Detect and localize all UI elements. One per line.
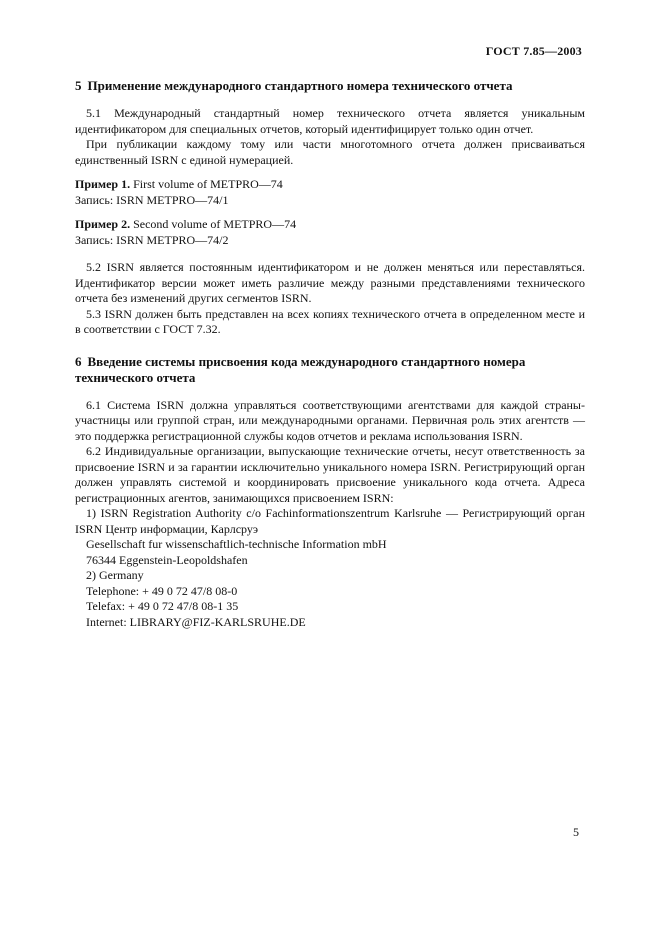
paragraph-5-2: 5.2 ISRN является постоянным идентификатором и не должен меняться или переставляться. Идентификатор версии может иметь различие между разными представлениями технического отчета без изменений других сегментов ISRN. xyxy=(75,260,585,305)
address-telephone: Telephone: + 49 0 72 47/8 08-0 xyxy=(86,583,238,598)
example-2-text: Second volume of METPRO—74 xyxy=(133,217,297,231)
paragraph-6-1: 6.1 Система ISRN должна управляться соответствующими агентствами для каждой страны-участницы или группой стран, или международными органами. Первичная роль этих агентств — это поддержка регистрационной службы кодов отчетов и реклама использования ISRN. xyxy=(75,397,585,443)
example-1 xyxy=(75,177,585,208)
agent-1: 1) ISRN Registration Authority c/o Fachinformationszentrum Karlsruhe — Регистрирующий орган ISRN Центр информации, Карлсруэ xyxy=(75,506,585,536)
document-body xyxy=(75,78,585,630)
address-line: 2) Germany xyxy=(86,568,144,582)
example-1-line xyxy=(75,177,585,193)
standard-code-header: ГОСТ 7.85—2003 xyxy=(485,44,582,58)
address-line: 76344 Eggenstein-Leopoldshafen xyxy=(86,552,248,567)
example-1-record: Запись: ISRN METPRO—74/1 xyxy=(75,192,229,207)
paragraph-5-3: 5.3 ISRN должен быть представлен на всех копиях технического отчета в определенном месте и в соответствии с ГОСТ 7.32. xyxy=(75,306,585,336)
section-5-title: Применение международного стандартного номера технического отчета xyxy=(87,78,513,93)
section-6-number: 6 xyxy=(75,353,82,369)
section-6-title: Введение системы присвоения кода международного стандартного номера технического отчета xyxy=(75,353,526,385)
address-telefax: Telefax: + 49 0 72 47/8 08-1 35 xyxy=(86,599,239,613)
example-2 xyxy=(75,217,585,248)
example-2-line xyxy=(75,217,585,233)
section-5-number: 5 xyxy=(75,78,82,93)
paragraph-5-1: 5.1 Международный стандартный номер технического отчета является уникальным идентификатором для специальных отчетов, который идентифицирует только один отчет. xyxy=(75,106,585,136)
section-6-heading xyxy=(75,354,585,386)
example-2-label: Пример 2. xyxy=(75,217,131,231)
page-number: 5 xyxy=(573,825,579,839)
paragraph-6-2: 6.2 Индивидуальные организации, выпускающие технические отчеты, несут ответственность за присвоение ISRN и за гарантии исключительно уникального номера ISRN. Регистрирующий орган должен управлять системой и координировать присвоение уникального кода отчета. Адреса регистрационных агентов, занимающихся присвоением ISRN: xyxy=(75,444,585,505)
agent-address-block xyxy=(75,537,585,630)
address-line: Gesellschaft fur wissenschaftlich-technische Information mbH xyxy=(86,537,387,551)
paragraph-5-1-b: При публикации каждому тому или части многотомного отчета должен присваиваться единственный ISRN с единой нумерацией. xyxy=(75,137,585,167)
section-5-heading xyxy=(75,78,585,94)
example-2-record: Запись: ISRN METPRO—74/2 xyxy=(75,232,229,247)
example-1-label: Пример 1. xyxy=(75,177,131,191)
example-1-text: First volume of METPRO—74 xyxy=(133,177,283,191)
address-internet: Internet: LIBRARY@FIZ-KARLSRUHE.DE xyxy=(86,614,306,629)
